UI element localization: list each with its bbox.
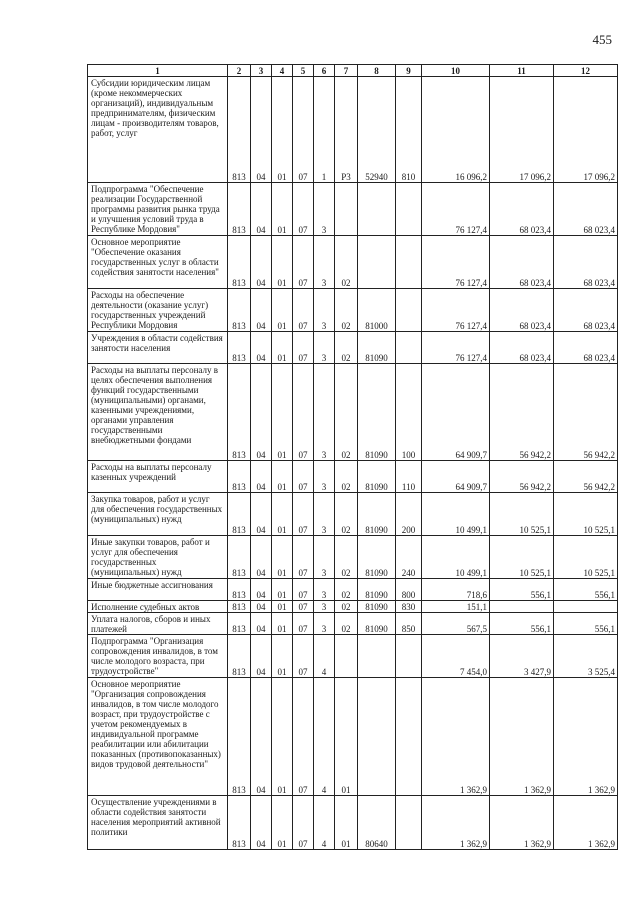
table-row <box>88 236 618 289</box>
cell-col-4: 01 <box>272 77 293 183</box>
cell-col-2: 813 <box>228 183 251 236</box>
cell-col-11: 1 362,9 <box>490 796 554 850</box>
cell-col-4: 01 <box>272 236 293 289</box>
cell-col-5: 07 <box>293 536 314 579</box>
cell-col-10: 151,1 <box>422 601 490 613</box>
cell-col-6: 3 <box>314 613 335 635</box>
cell-col-6: 4 <box>314 678 335 796</box>
cell-col-7: 02 <box>335 493 358 536</box>
cell-col-10: 76 127,4 <box>422 289 490 332</box>
cell-col-10: 16 096,2 <box>422 77 490 183</box>
cell-col-12: 68 023,4 <box>554 236 618 289</box>
cell-col-5: 07 <box>293 796 314 850</box>
cell-col-9 <box>396 183 422 236</box>
cell-col-6: 3 <box>314 236 335 289</box>
row-name: Иные бюджетные ассигнования <box>88 579 228 601</box>
table-row <box>88 183 618 236</box>
row-name: Учреждения в области содействия занятости населения <box>88 332 228 364</box>
cell-col-8: 81090 <box>358 493 396 536</box>
cell-col-2: 813 <box>228 536 251 579</box>
cell-col-3: 04 <box>251 613 272 635</box>
cell-col-4: 01 <box>272 183 293 236</box>
table-row <box>88 332 618 364</box>
cell-col-5: 07 <box>293 678 314 796</box>
cell-col-3: 04 <box>251 601 272 613</box>
table-row <box>88 77 618 183</box>
cell-col-7: 01 <box>335 796 358 850</box>
cell-col-2: 813 <box>228 601 251 613</box>
cell-col-8: 81090 <box>358 536 396 579</box>
cell-col-3: 04 <box>251 536 272 579</box>
column-header-4: 4 <box>272 65 293 77</box>
cell-col-4: 01 <box>272 536 293 579</box>
row-name: Расходы на выплаты персоналу в целях обеспечения выполнения функций государственными (муниципальными) органами, казенными учреждениями, органами управления государственными внебюджетными фондами <box>88 364 228 461</box>
cell-col-8: 52940 <box>358 77 396 183</box>
cell-col-5: 07 <box>293 601 314 613</box>
page-number: 455 <box>592 32 612 47</box>
cell-col-11: 68 023,4 <box>490 183 554 236</box>
cell-col-4: 01 <box>272 678 293 796</box>
cell-col-9: 830 <box>396 601 422 613</box>
row-name: Расходы на выплаты персоналу казенных учреждений <box>88 461 228 493</box>
cell-col-3: 04 <box>251 678 272 796</box>
cell-col-7: 02 <box>335 613 358 635</box>
cell-col-10: 1 362,9 <box>422 678 490 796</box>
cell-col-12: 17 096,2 <box>554 77 618 183</box>
table-row <box>88 461 618 493</box>
cell-col-3: 04 <box>251 332 272 364</box>
cell-col-9: 200 <box>396 493 422 536</box>
cell-col-10: 718,6 <box>422 579 490 601</box>
table-row <box>88 364 618 461</box>
cell-col-8: 81090 <box>358 601 396 613</box>
cell-col-10: 76 127,4 <box>422 332 490 364</box>
column-header-8: 8 <box>358 65 396 77</box>
cell-col-6: 3 <box>314 493 335 536</box>
cell-col-10: 10 499,1 <box>422 536 490 579</box>
cell-col-5: 07 <box>293 289 314 332</box>
cell-col-2: 813 <box>228 461 251 493</box>
cell-col-9 <box>396 635 422 678</box>
column-header-9: 9 <box>396 65 422 77</box>
cell-col-3: 04 <box>251 236 272 289</box>
cell-col-5: 07 <box>293 77 314 183</box>
cell-col-4: 01 <box>272 461 293 493</box>
cell-col-11: 3 427,9 <box>490 635 554 678</box>
cell-col-12 <box>554 601 618 613</box>
cell-col-12: 1 362,9 <box>554 678 618 796</box>
cell-col-9: 800 <box>396 579 422 601</box>
row-name: Осуществление учреждениями в области содействия занятости населения мероприятий активной политики <box>88 796 228 850</box>
column-header-5: 5 <box>293 65 314 77</box>
cell-col-3: 04 <box>251 493 272 536</box>
column-header-11: 11 <box>490 65 554 77</box>
cell-col-4: 01 <box>272 364 293 461</box>
cell-col-5: 07 <box>293 461 314 493</box>
cell-col-2: 813 <box>228 678 251 796</box>
cell-col-8 <box>358 236 396 289</box>
table-row <box>88 601 618 613</box>
cell-col-12: 1 362,9 <box>554 796 618 850</box>
cell-col-9 <box>396 796 422 850</box>
cell-col-12: 556,1 <box>554 579 618 601</box>
cell-col-3: 04 <box>251 289 272 332</box>
cell-col-8: 81090 <box>358 579 396 601</box>
cell-col-6: 3 <box>314 289 335 332</box>
cell-col-6: 4 <box>314 635 335 678</box>
table-row <box>88 579 618 601</box>
row-name: Исполнение судебных актов <box>88 601 228 613</box>
cell-col-3: 04 <box>251 635 272 678</box>
cell-col-11: 68 023,4 <box>490 289 554 332</box>
cell-col-9 <box>396 236 422 289</box>
cell-col-8 <box>358 635 396 678</box>
column-header-10: 10 <box>422 65 490 77</box>
cell-col-12: 68 023,4 <box>554 183 618 236</box>
cell-col-10: 1 362,9 <box>422 796 490 850</box>
cell-col-10: 7 454,0 <box>422 635 490 678</box>
cell-col-2: 813 <box>228 332 251 364</box>
cell-col-11 <box>490 601 554 613</box>
budget-table <box>87 64 618 850</box>
cell-col-7 <box>335 635 358 678</box>
cell-col-5: 07 <box>293 183 314 236</box>
cell-col-8: 81090 <box>358 613 396 635</box>
cell-col-8: 81090 <box>358 461 396 493</box>
cell-col-9: 810 <box>396 77 422 183</box>
cell-col-2: 813 <box>228 493 251 536</box>
cell-col-3: 04 <box>251 183 272 236</box>
cell-col-12: 3 525,4 <box>554 635 618 678</box>
cell-col-9: 100 <box>396 364 422 461</box>
cell-col-7: 02 <box>335 364 358 461</box>
cell-col-5: 07 <box>293 613 314 635</box>
cell-col-2: 813 <box>228 635 251 678</box>
cell-col-8: 81000 <box>358 289 396 332</box>
cell-col-5: 07 <box>293 332 314 364</box>
cell-col-7: 02 <box>335 536 358 579</box>
row-name: Подпрограмма "Организация сопровождения инвалидов, в том числе молодого возраста, при трудоустройстве" <box>88 635 228 678</box>
cell-col-11: 17 096,2 <box>490 77 554 183</box>
cell-col-9: 110 <box>396 461 422 493</box>
column-header-12: 12 <box>554 65 618 77</box>
cell-col-6: 4 <box>314 796 335 850</box>
table-row <box>88 678 618 796</box>
cell-col-12: 68 023,4 <box>554 332 618 364</box>
cell-col-10: 76 127,4 <box>422 183 490 236</box>
cell-col-11: 556,1 <box>490 579 554 601</box>
column-header-6: 6 <box>314 65 335 77</box>
cell-col-7: 02 <box>335 601 358 613</box>
cell-col-3: 04 <box>251 77 272 183</box>
table-row <box>88 635 618 678</box>
cell-col-12: 10 525,1 <box>554 536 618 579</box>
cell-col-2: 813 <box>228 236 251 289</box>
cell-col-6: 1 <box>314 77 335 183</box>
header-row <box>88 65 618 77</box>
cell-col-11: 56 942,2 <box>490 461 554 493</box>
cell-col-11: 1 362,9 <box>490 678 554 796</box>
table-body <box>88 77 618 850</box>
cell-col-2: 813 <box>228 364 251 461</box>
row-name: Подпрограмма "Обеспечение реализации Государственной программы развития рынка труда и улучшения условий труда в Республике Мордовия" <box>88 183 228 236</box>
cell-col-2: 813 <box>228 77 251 183</box>
cell-col-7: 02 <box>335 236 358 289</box>
cell-col-10: 567,5 <box>422 613 490 635</box>
cell-col-3: 04 <box>251 364 272 461</box>
row-name: Субсидии юридическим лицам (кроме некоммерческих организаций), индивидуальным предпринимателям, физическим лицам - производителям товаров, работ, услуг <box>88 77 228 183</box>
cell-col-10: 64 909,7 <box>422 364 490 461</box>
cell-col-11: 68 023,4 <box>490 332 554 364</box>
row-name: Расходы на обеспечение деятельности (оказание услуг) государственных учреждений Республики Мордовия <box>88 289 228 332</box>
cell-col-6: 3 <box>314 601 335 613</box>
cell-col-8 <box>358 678 396 796</box>
cell-col-7: 01 <box>335 678 358 796</box>
cell-col-7: Р3 <box>335 77 358 183</box>
cell-col-11: 68 023,4 <box>490 236 554 289</box>
cell-col-11: 56 942,2 <box>490 364 554 461</box>
cell-col-3: 04 <box>251 461 272 493</box>
cell-col-7: 02 <box>335 332 358 364</box>
cell-col-4: 01 <box>272 635 293 678</box>
cell-col-8: 81090 <box>358 364 396 461</box>
cell-col-11: 10 525,1 <box>490 536 554 579</box>
cell-col-7 <box>335 183 358 236</box>
cell-col-2: 813 <box>228 613 251 635</box>
cell-col-6: 3 <box>314 183 335 236</box>
column-header-7: 7 <box>335 65 358 77</box>
cell-col-8 <box>358 183 396 236</box>
cell-col-11: 10 525,1 <box>490 493 554 536</box>
cell-col-7: 02 <box>335 579 358 601</box>
table-row <box>88 536 618 579</box>
cell-col-6: 3 <box>314 332 335 364</box>
row-name: Основное мероприятие "Организация сопровождения инвалидов, в том числе молодого возраст, при трудоустройстве с учетом рекомендуемых в индивидуальной программе реабилитации или абилитации показанных (противопоказанных) видов трудовой деятельности" <box>88 678 228 796</box>
cell-col-4: 01 <box>272 332 293 364</box>
cell-col-5: 07 <box>293 579 314 601</box>
cell-col-9 <box>396 289 422 332</box>
cell-col-10: 76 127,4 <box>422 236 490 289</box>
cell-col-5: 07 <box>293 364 314 461</box>
cell-col-6: 3 <box>314 536 335 579</box>
cell-col-4: 01 <box>272 289 293 332</box>
row-name: Основное мероприятие "Обеспечение оказания государственных услуг в области содействия занятости населения" <box>88 236 228 289</box>
cell-col-5: 07 <box>293 493 314 536</box>
cell-col-9 <box>396 332 422 364</box>
cell-col-6: 3 <box>314 461 335 493</box>
cell-col-4: 01 <box>272 579 293 601</box>
cell-col-10: 10 499,1 <box>422 493 490 536</box>
cell-col-12: 10 525,1 <box>554 493 618 536</box>
cell-col-3: 04 <box>251 796 272 850</box>
table-row <box>88 493 618 536</box>
cell-col-11: 556,1 <box>490 613 554 635</box>
cell-col-2: 813 <box>228 579 251 601</box>
row-name: Закупка товаров, работ и услуг для обеспечения государственных (муниципальных) нужд <box>88 493 228 536</box>
cell-col-3: 04 <box>251 579 272 601</box>
cell-col-5: 07 <box>293 236 314 289</box>
cell-col-8: 81090 <box>358 332 396 364</box>
cell-col-12: 56 942,2 <box>554 461 618 493</box>
cell-col-6: 3 <box>314 579 335 601</box>
column-header-1: 1 <box>88 65 228 77</box>
cell-col-6: 3 <box>314 364 335 461</box>
table-row <box>88 613 618 635</box>
cell-col-10: 64 909,7 <box>422 461 490 493</box>
cell-col-2: 813 <box>228 796 251 850</box>
table-row <box>88 289 618 332</box>
cell-col-5: 07 <box>293 635 314 678</box>
cell-col-12: 56 942,2 <box>554 364 618 461</box>
cell-col-12: 556,1 <box>554 613 618 635</box>
cell-col-2: 813 <box>228 289 251 332</box>
cell-col-9: 240 <box>396 536 422 579</box>
cell-col-7: 02 <box>335 289 358 332</box>
cell-col-4: 01 <box>272 796 293 850</box>
column-header-3: 3 <box>251 65 272 77</box>
cell-col-9 <box>396 678 422 796</box>
cell-col-4: 01 <box>272 613 293 635</box>
row-name: Иные закупки товаров, работ и услуг для обеспечения государственных (муниципальных) нужд <box>88 536 228 579</box>
cell-col-4: 01 <box>272 493 293 536</box>
cell-col-4: 01 <box>272 601 293 613</box>
row-name: Уплата налогов, сборов и иных платежей <box>88 613 228 635</box>
cell-col-8: 80640 <box>358 796 396 850</box>
cell-col-7: 02 <box>335 461 358 493</box>
cell-col-9: 850 <box>396 613 422 635</box>
column-header-2: 2 <box>228 65 251 77</box>
table-row <box>88 796 618 850</box>
cell-col-12: 68 023,4 <box>554 289 618 332</box>
